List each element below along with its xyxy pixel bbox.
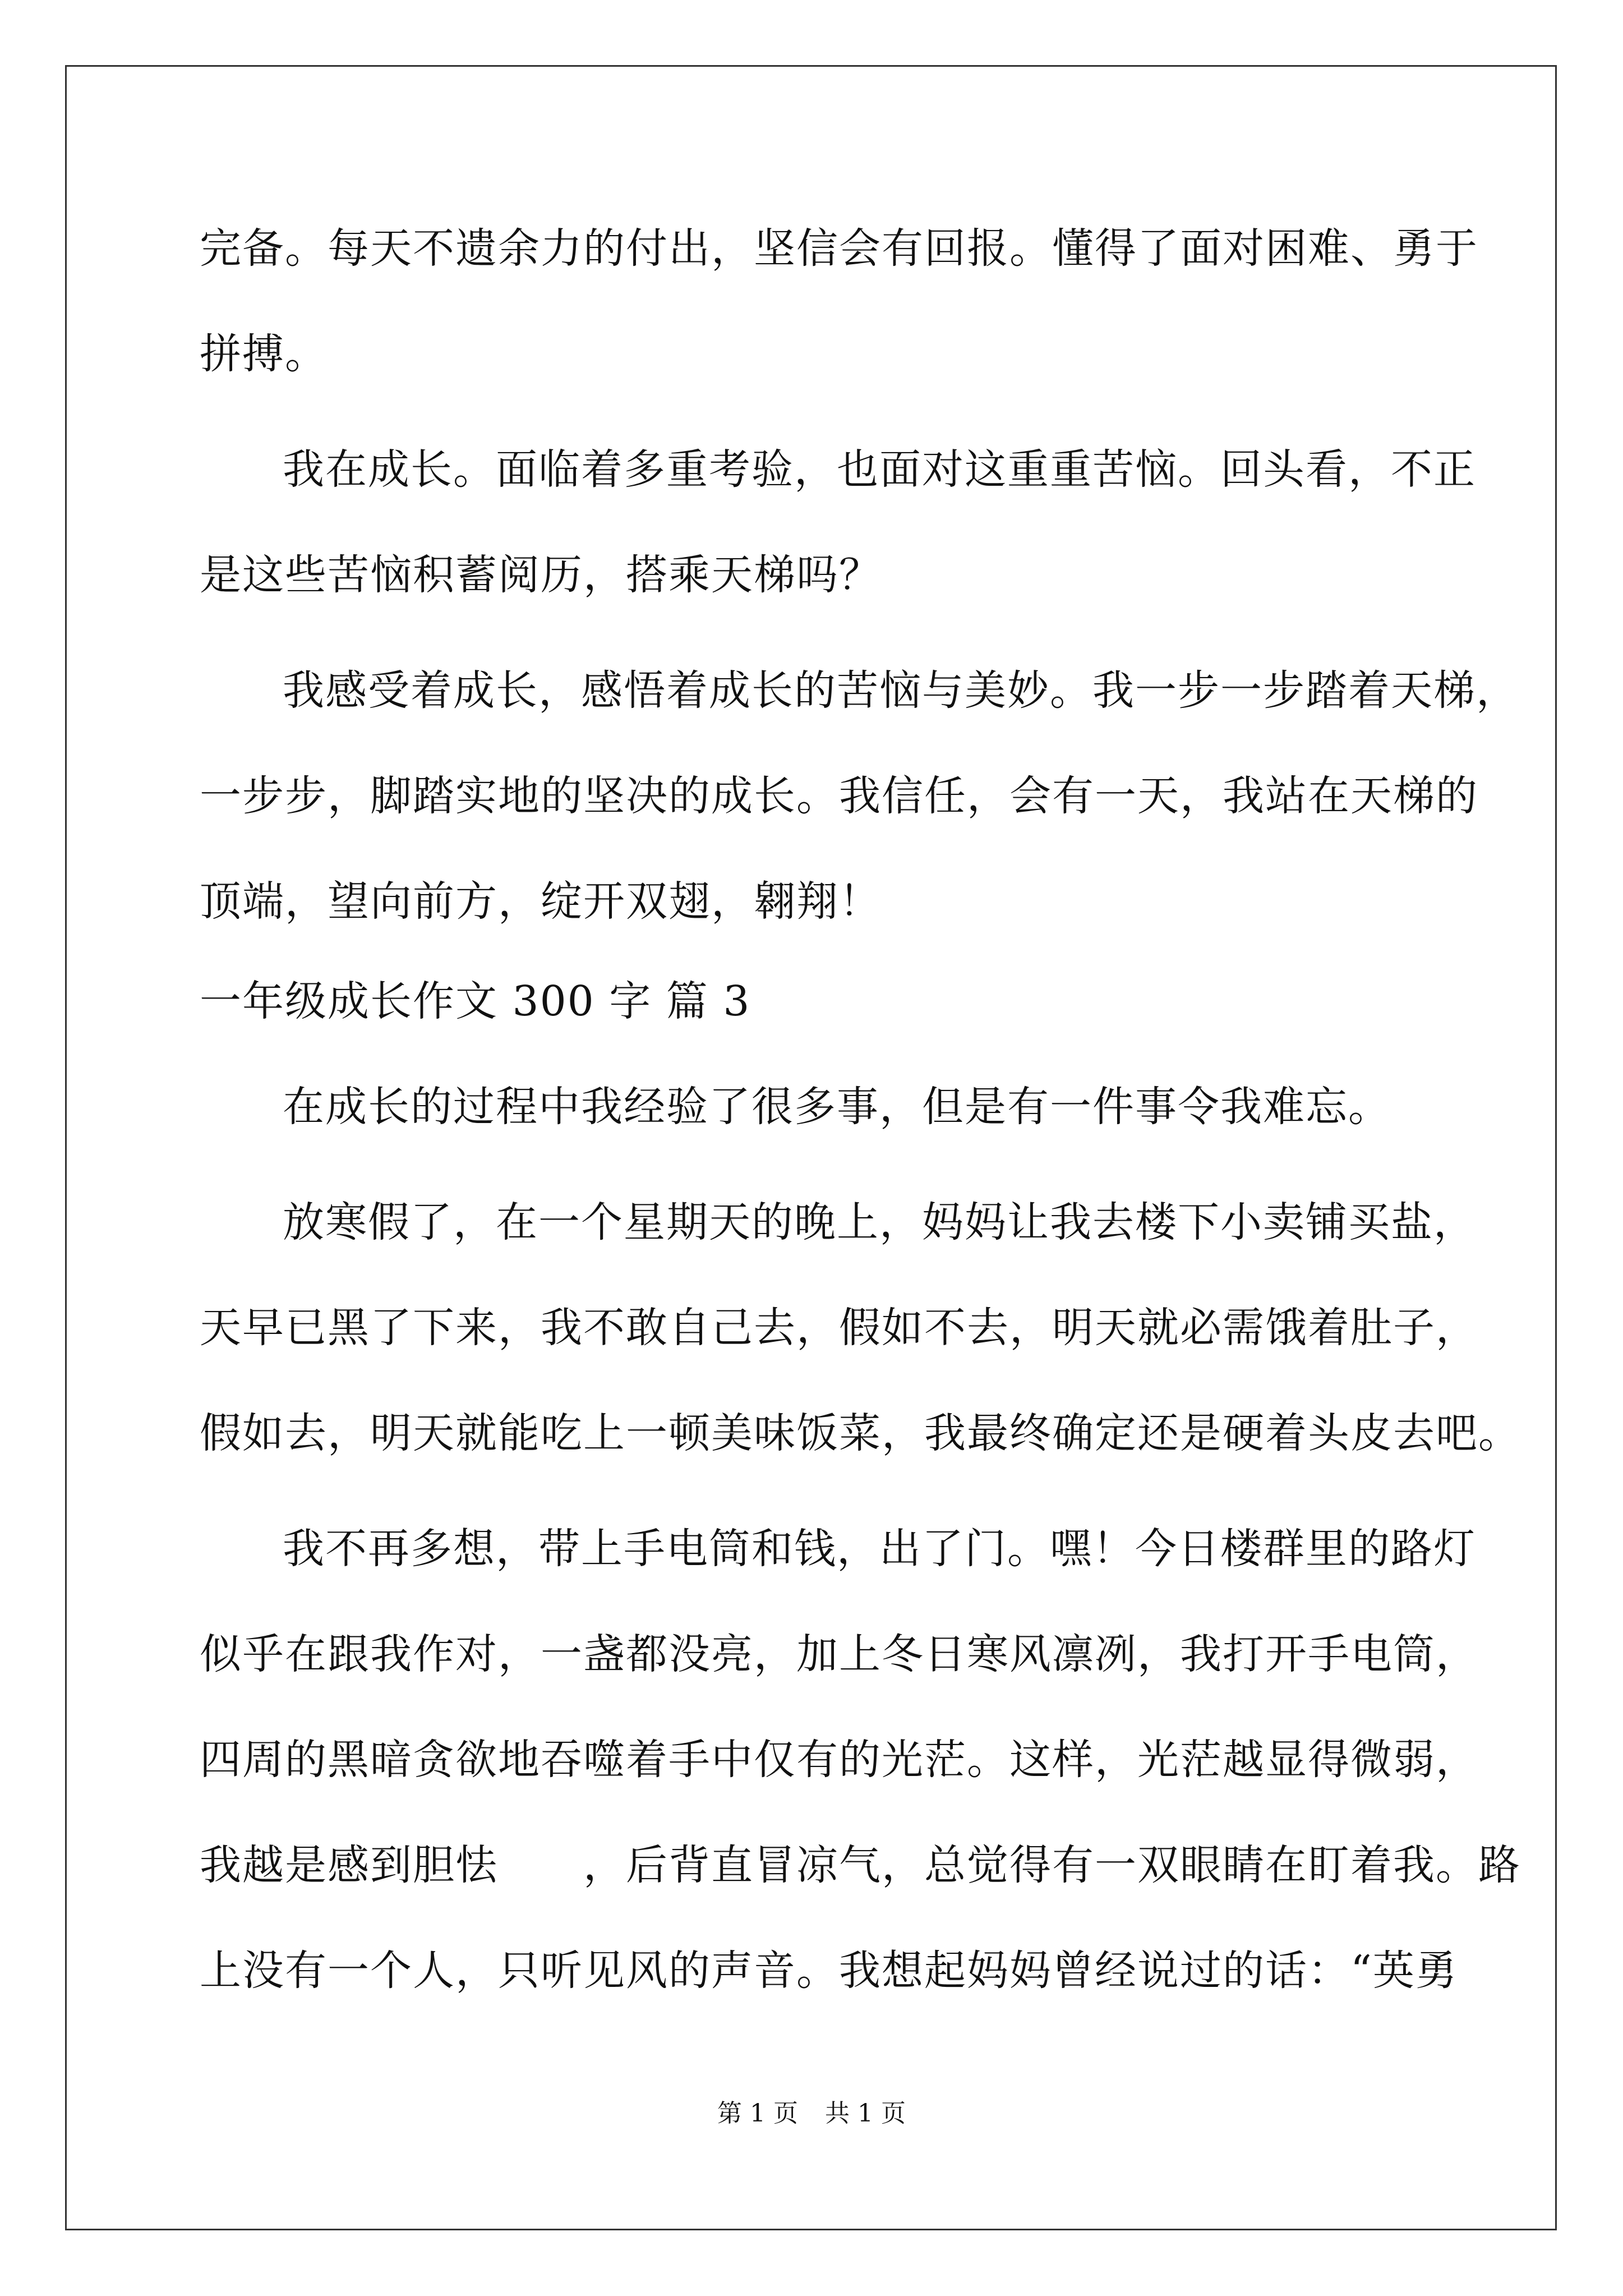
text-line: 我在成长。面临着多重考验，也面对这重重苦恼。回头看，不正 xyxy=(283,445,1476,494)
text-line: 我不再多想，带上手电筒和钱，出了门。嘿！今日楼群里的路灯 xyxy=(283,1525,1476,1573)
page-footer xyxy=(0,2098,1623,2129)
text-line: 假如去，明天就能吃上一顿美味饭菜，我最终确定还是硬着头皮去吧。 xyxy=(200,1409,1521,1457)
page-total: 共 1 页 xyxy=(825,2099,906,2128)
text-line: 四周的黑暗贪欲地吞噬着手中仅有的光茫。这样，光茫越显得微弱， xyxy=(200,1736,1478,1784)
text-line: 完备。每天不遗余力的付出，坚信会有回报。懂得了面对困难、勇于 xyxy=(200,224,1478,273)
text-line: 我越是感到胆怯 ，后背直冒凉气，总觉得有一双眼睛在盯着我。路 xyxy=(200,1841,1521,1889)
page-frame xyxy=(65,65,1557,2230)
text-line: 放寒假了，在一个星期天的晚上，妈妈让我去楼下小卖铺买盐， xyxy=(283,1198,1476,1246)
text-line: 是这些苦恼积蓄阅历，搭乘天梯吗？ xyxy=(200,551,882,599)
text-line: 我感受着成长，感悟着成长的苦恼与美妙。我一步一步踏着天梯， xyxy=(283,666,1519,715)
text-line: 顶端，望向前方，绽开双翅，翱翔！ xyxy=(200,877,882,926)
text-line: 上没有一个人，只听见风的声音。我想起妈妈曾经说过的话：“英勇 xyxy=(200,1947,1458,1995)
text-line: 天早已黑了下来，我不敢自己去，假如不去，明天就必需饿着肚子， xyxy=(200,1304,1478,1352)
text-line: 在成长的过程中我经验了很多事，但是有一件事令我难忘。 xyxy=(283,1083,1391,1131)
text-line: 拼搏。 xyxy=(200,330,328,378)
section-heading: 一年级成长作文 300 字 篇 3 xyxy=(200,977,751,1025)
text-line: 一步步，脚踏实地的坚决的成长。我信任，会有一天，我站在天梯的 xyxy=(200,772,1478,820)
page-number: 第 1 页 xyxy=(717,2099,798,2128)
text-line: 似乎在跟我作对，一盏都没亮，加上冬日寒风凛冽，我打开手电筒， xyxy=(200,1630,1478,1678)
